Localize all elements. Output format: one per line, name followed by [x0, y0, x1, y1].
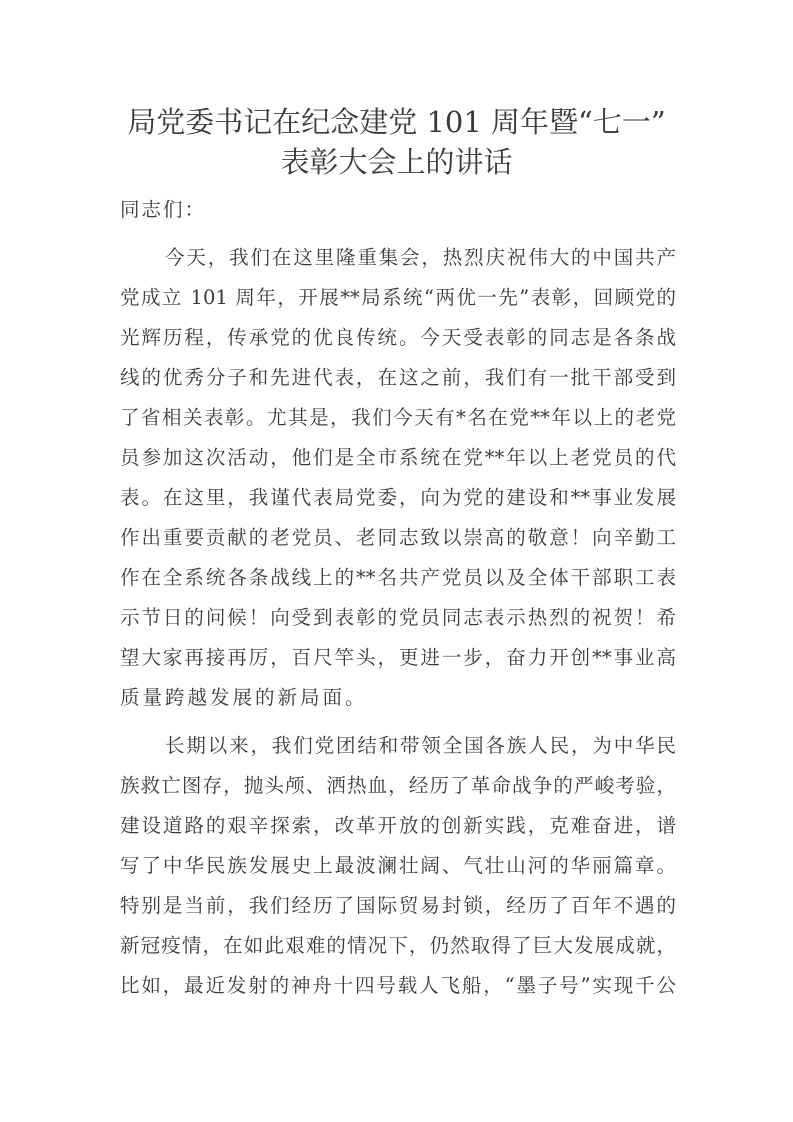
title-line-2: 表彰大会上的讲话 [280, 145, 513, 179]
paragraph-line: 表。在这里，我谨代表局党委，向为党的建设和**事业发展 [120, 486, 676, 509]
paragraph-line: 了省相关表彰。尤其是，我们今天有*名在党**年以上的老党 [120, 406, 676, 429]
paragraph-line: 质量跨越发展的新局面。 [120, 686, 368, 709]
paragraph-line: 写了中华民族发展史上最波澜壮阔、气壮山河的华丽篇章。 [120, 854, 676, 877]
paragraph-line: 特别是当前，我们经历了国际贸易封锁，经历了百年不遇的 [120, 894, 676, 917]
paragraph-1 [120, 238, 676, 718]
document-body [120, 190, 676, 1006]
paragraph-line: 长期以来，我们党团结和带领全国各族人民，为中华民 [165, 734, 676, 757]
paragraph-2 [120, 726, 676, 1006]
paragraph-line: 作出重要贡献的老党员、老同志致以崇高的敬意！向辛勤工 [120, 526, 676, 549]
salutation: 同志们： [120, 198, 207, 221]
paragraph-line: 族救亡图存，抛头颅、洒热血，经历了革命战争的严峻考验， [120, 774, 676, 797]
title-line-1: 局党委书记在纪念建党 101 周年暨“七一” [127, 105, 666, 139]
paragraph-line: 光辉历程，传承党的优良传统。今天受表彰的同志是各条战 [120, 326, 676, 349]
paragraph-line: 示节日的问候！向受到表彰的党员同志表示热烈的祝贺！希 [120, 606, 676, 629]
paragraph-gap [120, 230, 676, 238]
paragraph-line: 建设道路的艰辛探索，改革开放的创新实践，克难奋进，谱 [120, 814, 676, 837]
paragraph-line: 新冠疫情，在如此艰难的情况下，仍然取得了巨大发展成就， [120, 934, 676, 957]
paragraph-line: 望大家再接再厉，百尺竿头，更进一步，奋力开创**事业高 [120, 646, 676, 669]
paragraph-gap [120, 718, 676, 726]
paragraph-line: 员参加这次活动，他们是全市系统在党**年以上老党员的代 [120, 446, 676, 469]
paragraph-line: 线的优秀分子和先进代表，在这之前，我们有一批干部受到 [120, 366, 676, 389]
paragraph-line: 党成立 101 周年，开展**局系统“两优一先”表彰，回顾党的 [120, 286, 676, 309]
document-title [100, 102, 693, 182]
paragraph-line: 比如，最近发射的神舟十四号载人飞船，“墨子号”实现千公 [120, 974, 676, 997]
paragraph-line: 今天，我们在这里隆重集会，热烈庆祝伟大的中国共产 [165, 246, 676, 269]
paragraph-line: 作在全系统各条战线上的**名共产党员以及全体干部职工表 [120, 566, 676, 589]
